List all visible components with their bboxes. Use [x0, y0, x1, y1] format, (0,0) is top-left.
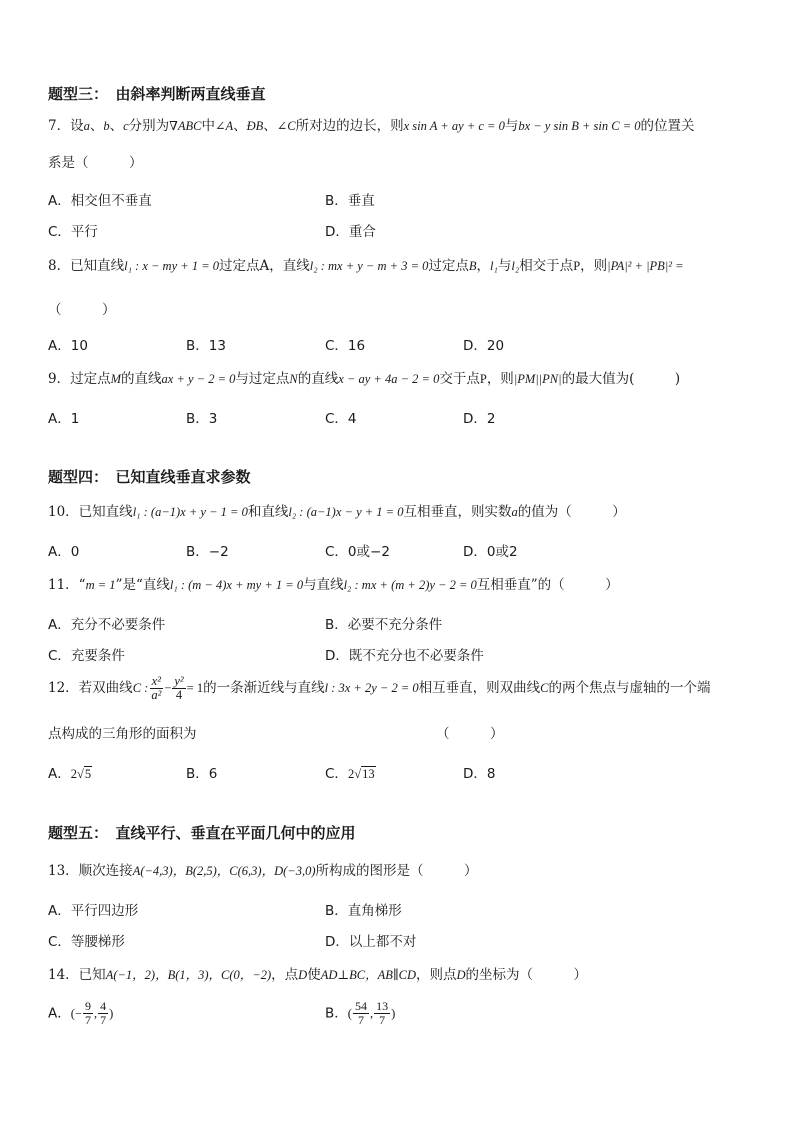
section-heading-5: 题型五： 直线平行、垂直在平面几何中的应用 — [48, 824, 356, 842]
q14-option-b: B．( $\frac{54}{7}$ , $\frac{13}{7}$ ) — [325, 999, 396, 1027]
q9-option-c: C．4 — [325, 411, 357, 427]
q11-option-b: B．必要不充分条件 — [325, 617, 443, 633]
q8-option-d: D．20 — [463, 338, 505, 354]
q9-option-d: D．2 — [463, 411, 496, 427]
q12-option-d: D．8 — [463, 766, 496, 782]
q8-option-b: B．13 — [186, 338, 226, 354]
question-8: 8．已知直线l₁ : x − my + 1 = 0过定点A，直线l₂ : mx + y − m + 3 = 0过定点B，l₁与l₂相交于点P，则|PA|² + |PB|² = — [48, 258, 684, 274]
sqrt-symbol: √ — [77, 767, 84, 781]
fraction: $\frac{9}{7}$ — [84, 999, 91, 1027]
q9-option-a: A．1 — [48, 411, 80, 427]
q12-option-b: B．6 — [186, 766, 218, 782]
question-7-continued: 系是（ ） — [48, 155, 143, 171]
question-8-continued: （ ） — [48, 302, 116, 318]
fraction: $\frac{13}{7}$ — [376, 999, 389, 1027]
q7-option-c: C．平行 — [48, 224, 98, 240]
q10-option-c: C．0或−2 — [325, 544, 390, 560]
q8-option-a: A．10 — [48, 338, 88, 354]
question-12: 12．若双曲线C : $\frac{\text{x²}}{\text{a²}}$ − $\frac{\text{y²}}{4}$ = 1的一条渐近线与直线l : 3x + 2y − 2 = 0相互垂直，则双曲线C的两个焦点与虚轴的一个端 — [48, 674, 711, 702]
fraction-y2-4: $\frac{\text{y²}}{4}$ — [174, 674, 184, 702]
q8-option-c: C．16 — [325, 338, 366, 354]
question-14: 14．已知A(−1，2)，B(1，3)，C(0，−2)，点D使AD⊥BC，AB∥CD，则点D的坐标为（ ） — [48, 967, 588, 983]
q12-option-c: C．2√13 — [325, 766, 375, 782]
fraction: $\frac{4}{7}$ — [100, 999, 107, 1027]
q9-option-b: B．3 — [186, 411, 218, 427]
q11-option-d: D．既不充分也不必要条件 — [325, 648, 484, 664]
question-9: 9．过定点M的直线ax + y − 2 = 0与过定点N的直线x − ay + 4a − 2 = 0交于点P，则|PM||PN|的最大值为( ) — [48, 371, 681, 387]
q11-option-a: A．充分不必要条件 — [48, 617, 166, 633]
q13-option-a: A．平行四边形 — [48, 903, 139, 919]
q13-option-d: D．以上都不对 — [325, 934, 417, 950]
question-12-answer-paren: （ ） — [436, 726, 504, 742]
q12-option-a: A．2√5 — [48, 766, 92, 782]
fraction: $\frac{54}{7}$ — [354, 999, 367, 1027]
fraction-x2-a2: $\frac{\text{x²}}{\text{a²}}$ — [151, 674, 162, 702]
question-12-continued: 点构成的三角形的面积为 — [48, 726, 197, 742]
section-heading-4: 题型四： 已知直线垂直求参数 — [48, 468, 251, 486]
q10-option-a: A．0 — [48, 544, 80, 560]
section-heading-3: 题型三： 由斜率判断两直线垂直 — [48, 85, 266, 103]
q7-option-a: A．相交但不垂直 — [48, 193, 152, 209]
sqrt-symbol: √ — [354, 767, 362, 781]
q7-option-d: D．重合 — [325, 224, 376, 240]
q11-option-c: C．充要条件 — [48, 648, 125, 664]
question-10: 10．已知直线l₁ : (a−1)x + y − 1 = 0和直线l₂ : (a−1)x − y + 1 = 0互相垂直，则实数a的值为（ ） — [48, 504, 626, 520]
q10-option-b: B．−2 — [186, 544, 229, 560]
q13-option-c: C．等腰梯形 — [48, 934, 125, 950]
q14-option-a: A．(− $\frac{9}{7}$ , $\frac{4}{7}$ ) — [48, 999, 114, 1027]
q13-option-b: B．直角梯形 — [325, 903, 402, 919]
q10-option-d: D．0或2 — [463, 544, 518, 560]
question-13: 13．顺次连接A(−4,3)，B(2,5)，C(6,3)，D(−3,0)所构成的图形是（ ） — [48, 863, 478, 879]
question-11: 11．“m = 1”是“直线l₁ : (m − 4)x + my + 1 = 0与直线l₂ : mx + (m + 2)y − 2 = 0互相垂直”的（ ） — [48, 577, 619, 593]
q7-option-b: B．垂直 — [325, 193, 375, 209]
question-7: 7．设a、b、c分别为∇ABC中∠A、ÐB、∠C所对边的边长，则x sin A + ay + c = 0与bx − y sin B + sin C = 0的位置关 — [48, 118, 695, 134]
